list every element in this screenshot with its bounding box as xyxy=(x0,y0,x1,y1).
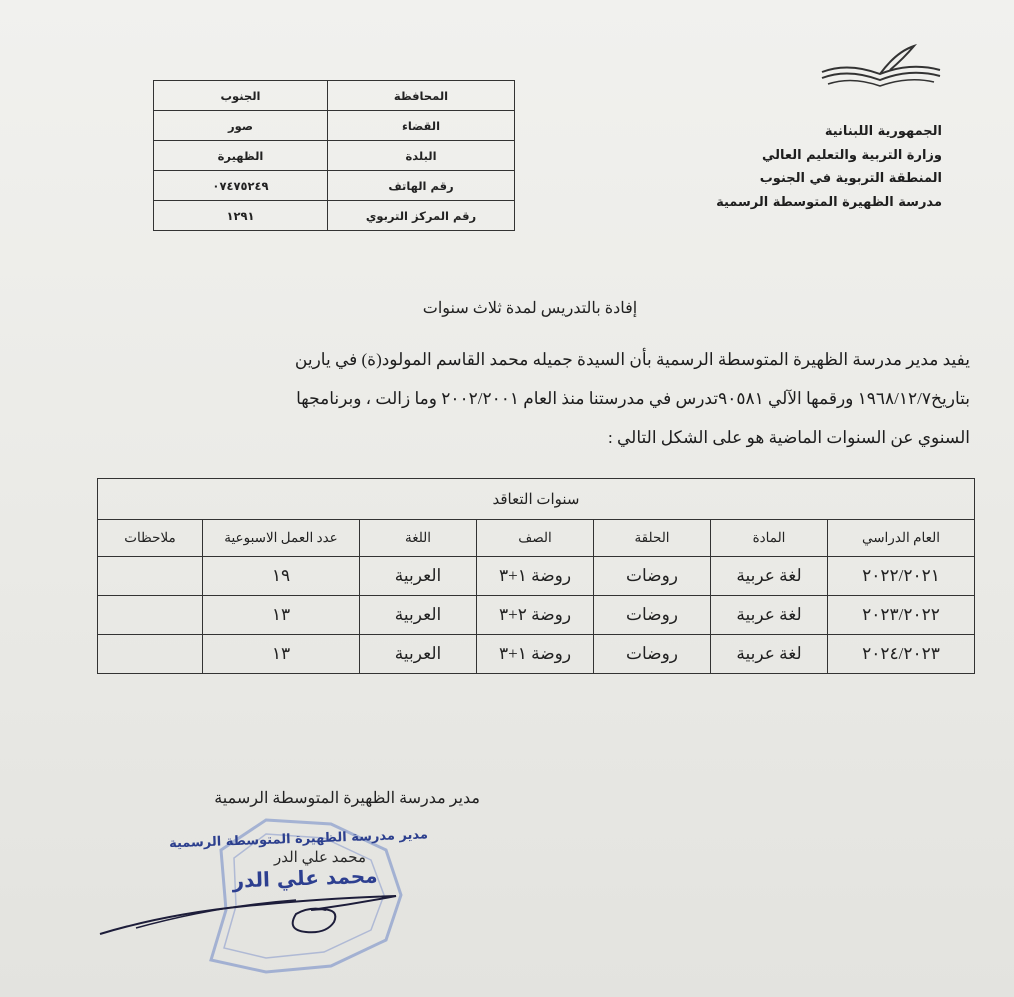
table-cell: روضة ١+٣ xyxy=(477,635,594,674)
column-header: اللغة xyxy=(360,520,477,557)
column-header: الصف xyxy=(477,520,594,557)
table-cell: روضات xyxy=(594,596,711,635)
info-row xyxy=(154,201,515,231)
column-header: الحلقة xyxy=(594,520,711,557)
column-header: عدد العمل الاسبوعية xyxy=(203,520,360,557)
info-value: صور xyxy=(154,111,328,141)
table-cell: روضة ١+٣ xyxy=(477,557,594,596)
table-caption: سنوات التعاقد xyxy=(98,479,975,520)
table-row xyxy=(98,557,975,596)
table-cell: ٢٠٢٣/٢٠٢٢ xyxy=(828,596,975,635)
table-header-row xyxy=(98,520,975,557)
republic-name: الجمهورية اللبنانية xyxy=(824,124,942,139)
table-cell: روضات xyxy=(594,557,711,596)
table-cell xyxy=(98,635,203,674)
table-cell: العربية xyxy=(360,635,477,674)
table-cell xyxy=(98,557,203,596)
table-cell: العربية xyxy=(360,557,477,596)
table-row xyxy=(98,596,975,635)
column-header: العام الدراسي xyxy=(828,520,975,557)
table-cell: روضات xyxy=(594,635,711,674)
info-row xyxy=(154,111,515,141)
paragraph-line: يفيد مدير مدرسة الظهيرة المتوسطة الرسمية بأن السيدة جميله محمد القاسم المولود(ة) في يارين xyxy=(294,350,970,369)
info-row xyxy=(154,141,515,171)
table-caption-row xyxy=(98,479,975,520)
ministry-logo-icon xyxy=(818,44,944,94)
info-value: ٠٧٤٧٥٢٤٩ xyxy=(154,171,328,201)
info-value: ١٢٩١ xyxy=(154,201,328,231)
certificate-paragraph xyxy=(150,340,970,457)
region-name: المنطقة التربوية في الجنوب xyxy=(759,171,942,186)
document-title: إفادة بالتدريس لمدة ثلاث سنوات xyxy=(422,300,638,317)
info-label: القضاء xyxy=(328,111,515,141)
info-label: رقم الهاتف xyxy=(328,171,515,201)
table-cell: العربية xyxy=(360,596,477,635)
column-header: المادة xyxy=(711,520,828,557)
column-header: ملاحظات xyxy=(98,520,203,557)
paragraph-line: بتاريخ١٩٦٨/١٢/٧ ورقمها الآلي ٩٠٥٨١تدرس في مدرستنا منذ العام ٢٠٠٢/٢٠٠١ وما زالت ، وبرنامجها xyxy=(296,389,970,408)
table-cell xyxy=(98,596,203,635)
principal-title: مدير مدرسة الظهيرة المتوسطة الرسمية xyxy=(214,790,480,807)
table-cell: ١٣ xyxy=(203,635,360,674)
table-row xyxy=(98,635,975,674)
table-cell: لغة عربية xyxy=(711,596,828,635)
stamp-principal-name: محمد علي الدر xyxy=(232,863,378,893)
table-cell: روضة ٢+٣ xyxy=(477,596,594,635)
table-cell: لغة عربية xyxy=(711,635,828,674)
info-value: الظهيرة xyxy=(154,141,328,171)
table-cell: لغة عربية xyxy=(711,557,828,596)
ministry-name: وزارة التربية والتعليم العالي xyxy=(761,147,942,163)
info-label: البلدة xyxy=(328,141,515,171)
info-label: المحافظة xyxy=(328,81,515,111)
info-value: الجنوب xyxy=(154,81,328,111)
ministry-header xyxy=(662,120,942,214)
paragraph-line: السنوي عن السنوات الماضية هو على الشكل التالي : xyxy=(608,428,970,447)
table-cell: ١٩ xyxy=(203,557,360,596)
info-table xyxy=(153,80,515,231)
school-name: مدرسة الظهيرة المتوسطة الرسمية xyxy=(716,194,942,210)
info-label: رقم المركز التربوي xyxy=(328,201,515,231)
stamp-school-text: مدير مدرسة الظهيرة المتوسطة الرسمية xyxy=(168,827,429,852)
info-row xyxy=(154,171,515,201)
table-cell: ٢٠٢٤/٢٠٢٣ xyxy=(828,635,975,674)
contract-years-table xyxy=(97,478,975,674)
principal-name: محمد علي الدر xyxy=(273,850,367,866)
info-row xyxy=(154,81,515,111)
table-cell: ٢٠٢٢/٢٠٢١ xyxy=(828,557,975,596)
table-cell: ١٣ xyxy=(203,596,360,635)
